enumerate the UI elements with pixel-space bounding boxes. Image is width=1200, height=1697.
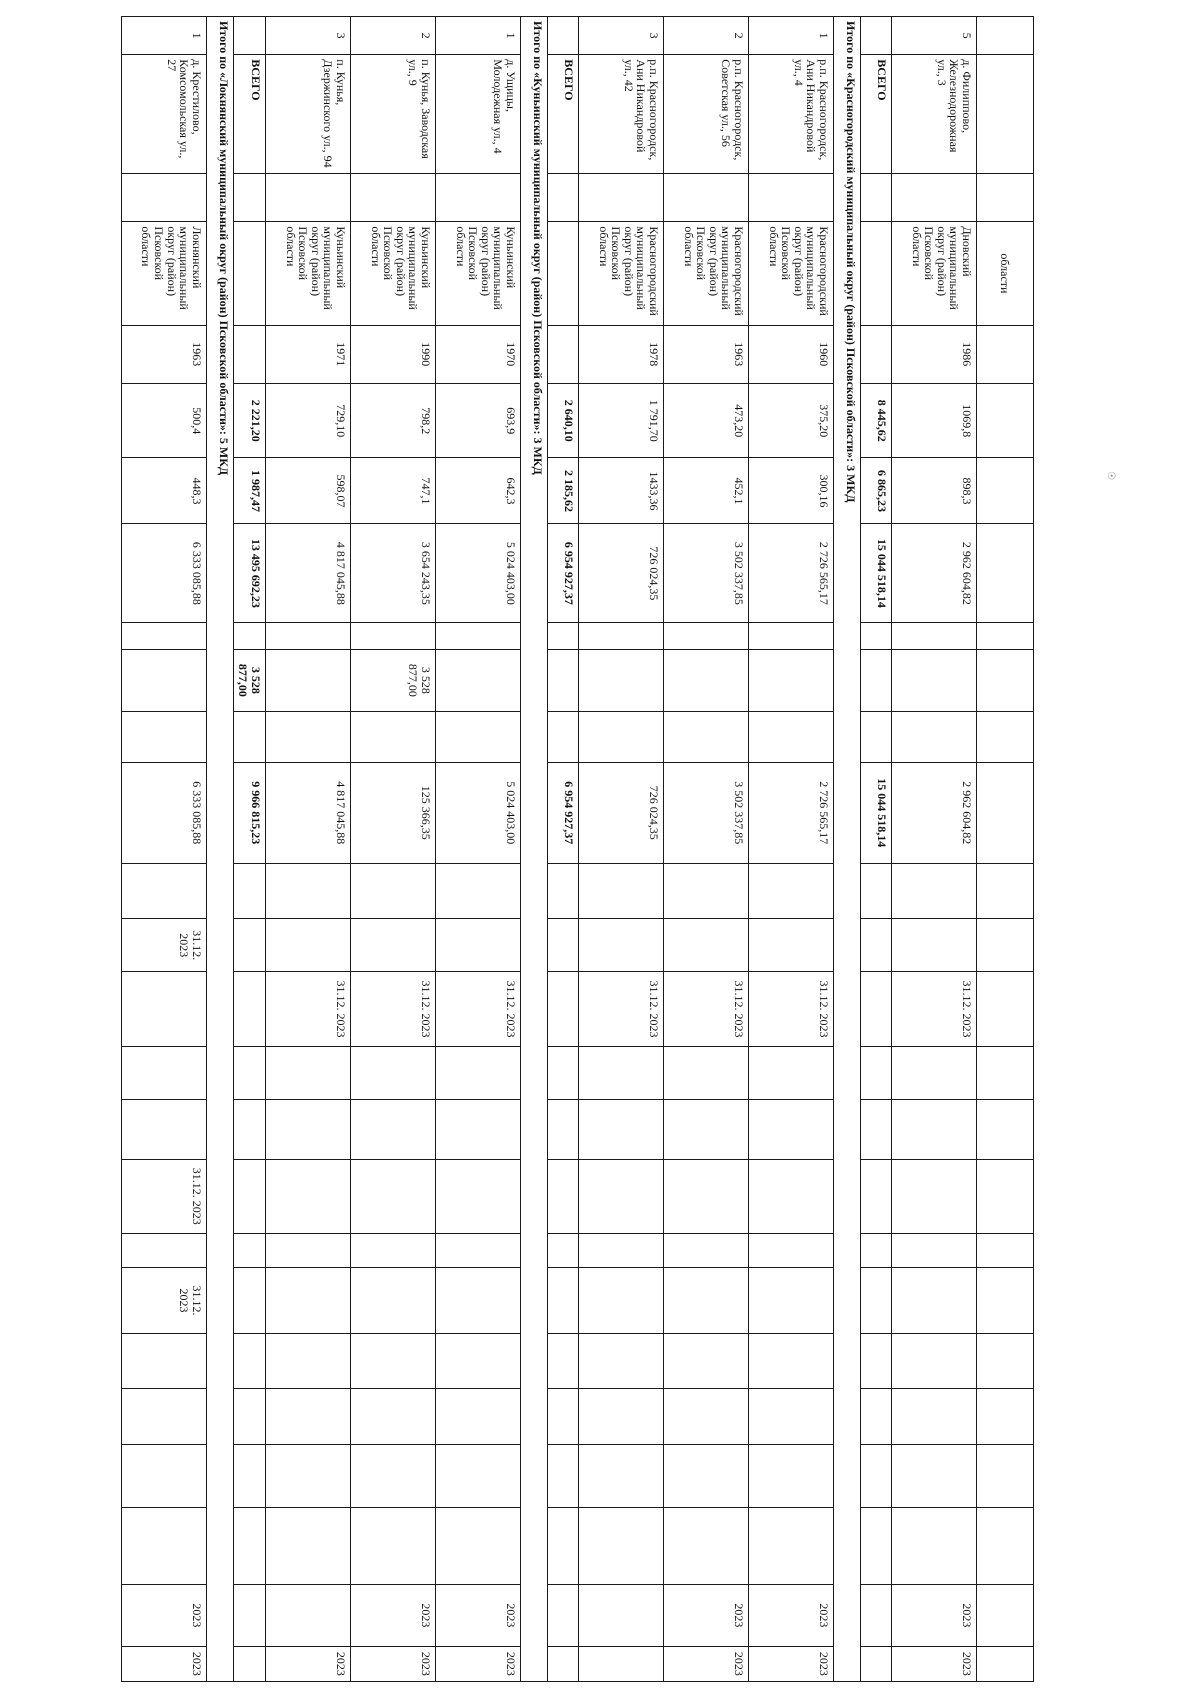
row-year-plan-1: 2023 bbox=[351, 1585, 436, 1647]
row-address: д. Крестилово, Комсомольская ул., 27 bbox=[121, 55, 206, 174]
row-number: 3 bbox=[579, 17, 664, 55]
row-municipality: Локнянский муниципальный округ (район) Псковской области bbox=[121, 222, 206, 325]
row-cost-fund: 2 962 604,82 bbox=[892, 762, 977, 863]
row-area-total: 500,4 bbox=[121, 384, 206, 458]
row-municipality: Красногородский муниципальный округ (район) Псковской области bbox=[579, 222, 664, 325]
total-cost-fund: 9 966 815,23 bbox=[233, 762, 265, 863]
total-label: ВСЕГО bbox=[548, 55, 579, 174]
row-area-total: 1069,8 bbox=[892, 384, 977, 458]
total-area-total: 2 640,10 bbox=[548, 384, 579, 458]
row-cost-fund: 125 366,35 bbox=[351, 762, 436, 863]
row-number: 2 bbox=[664, 17, 749, 55]
row-year: 1963 bbox=[121, 325, 206, 384]
row-year-plan-2: 2023 bbox=[266, 1646, 351, 1681]
row-year: 1971 bbox=[266, 325, 351, 384]
row-number: 1 bbox=[436, 17, 521, 55]
row-year: 1978 bbox=[579, 325, 664, 384]
row-cost-total: 3 502 337,85 bbox=[664, 524, 749, 623]
section-heading: Итого по «Куньинский муниципальный округ (район) Псковской области»: 3 МКД bbox=[521, 17, 548, 1682]
row-cost-total: 3 654 243,35 bbox=[351, 524, 436, 623]
row-area-living: 598,07 bbox=[266, 458, 351, 524]
row-cost-fund: 2 726 565,17 bbox=[749, 762, 834, 863]
section-heading: Итого по «Локнянский муниципальный округ (район) Псковской области»: 5 МКД bbox=[206, 17, 233, 1682]
row-date: 31.12. 2023 bbox=[749, 972, 834, 1046]
total-label: ВСЕГО bbox=[861, 55, 892, 174]
section-heading-row bbox=[206, 17, 233, 1682]
total-area-total: 8 445,62 bbox=[861, 384, 892, 458]
row-year: 1990 bbox=[351, 325, 436, 384]
row-municipality: Куньинский муниципальный округ (район) Псковской области bbox=[351, 222, 436, 325]
row-address: д. Ущицы, Молодежная ул., 4 bbox=[436, 55, 521, 174]
row-cost-subsidy: 3 528 877,00 bbox=[351, 649, 436, 711]
row-year-plan-1: 2023 bbox=[664, 1585, 749, 1647]
row-cost-fund: 726 024,35 bbox=[579, 762, 664, 863]
row-area-living: 1433,36 bbox=[579, 458, 664, 524]
row-number: 1 bbox=[121, 17, 206, 55]
section-heading-row bbox=[521, 17, 548, 1682]
table-row bbox=[579, 17, 664, 1682]
row-date: 31.12. 2023 bbox=[436, 972, 521, 1046]
row-cost-fund: 6 333 085,88 bbox=[121, 762, 206, 863]
row-cost-total: 5 024 403,00 bbox=[436, 524, 521, 623]
row-municipality: Куньинский муниципальный округ (район) Псковской области bbox=[266, 222, 351, 325]
section-heading: Итого по «Красногородский муниципальный округ (район) Псковской области»: 3 МКД bbox=[834, 17, 861, 1682]
row-year-plan-2: 2023 bbox=[664, 1646, 749, 1681]
row-cost-total: 726 024,35 bbox=[579, 524, 664, 623]
row-date: 31.12. 2023 bbox=[351, 972, 436, 1046]
row-year: 1986 bbox=[892, 325, 977, 384]
total-cost-fund: 15 044 518,14 bbox=[861, 762, 892, 863]
row-area-total: 729,10 bbox=[266, 384, 351, 458]
row-year-plan-2: 2023 bbox=[121, 1646, 206, 1681]
row-year-plan-1: 2023 bbox=[436, 1585, 521, 1647]
row-number: 1 bbox=[749, 17, 834, 55]
row-address: р.п. Красногородск, Советская ул., 56 bbox=[664, 55, 749, 174]
row-area-total: 1 791,70 bbox=[579, 384, 664, 458]
total-area-living: 6 865,23 bbox=[861, 458, 892, 524]
row-municipality: Дновский муниципальный округ (район) Псковской области bbox=[892, 222, 977, 325]
row-area-total: 693,9 bbox=[436, 384, 521, 458]
section-heading-row bbox=[834, 17, 861, 1682]
row-address: р.п. Красногородск, Ани Никандровой ул., 4 bbox=[749, 55, 834, 174]
table-row bbox=[266, 17, 351, 1682]
total-cost-total: 6 954 927,37 bbox=[548, 524, 579, 623]
row-municipality: Красногородский муниципальный округ (район) Псковской области bbox=[749, 222, 834, 325]
table-row bbox=[892, 17, 977, 1682]
table-row bbox=[436, 17, 521, 1682]
row-area-total: 798,2 bbox=[351, 384, 436, 458]
row-address: д. Филиппово, Железнодорожная ул., 3 bbox=[892, 55, 977, 174]
row-cost-total: 6 333 085,88 bbox=[121, 524, 206, 623]
row-year-plan-1: 2023 bbox=[892, 1585, 977, 1647]
row-year-plan-2: 2023 bbox=[436, 1646, 521, 1681]
row-area-living: 448,3 bbox=[121, 458, 206, 524]
row-number: 3 bbox=[266, 17, 351, 55]
row-cost-total: 2 962 604,82 bbox=[892, 524, 977, 623]
total-cost-fund: 6 954 927,37 bbox=[548, 762, 579, 863]
row-address: п. Кунья, Заводская ул., 9 bbox=[351, 55, 436, 174]
row-date: 31.12. 2023 bbox=[892, 972, 977, 1046]
rotated-page bbox=[108, 16, 1034, 1682]
row-number: 5 bbox=[892, 17, 977, 55]
row-year-plan-2: 2023 bbox=[351, 1646, 436, 1681]
row-year-plan-1: 2023 bbox=[749, 1585, 834, 1647]
row-date: 31.12. 2023 bbox=[121, 1159, 206, 1233]
row-cost-total: 4 817 045,88 bbox=[266, 524, 351, 623]
row-cost-fund: 4 817 045,88 bbox=[266, 762, 351, 863]
row-area-living: 642,3 bbox=[436, 458, 521, 524]
total-row bbox=[861, 17, 892, 1682]
row-date: 31.12. 2023 bbox=[266, 972, 351, 1046]
total-row bbox=[233, 17, 265, 1682]
row-municipality: Красногородский муниципальный округ (район) Псковской области bbox=[664, 222, 749, 325]
row-year: 1970 bbox=[436, 325, 521, 384]
total-cost-total: 13 495 692,23 bbox=[233, 524, 265, 623]
row-area-total: 473,20 bbox=[664, 384, 749, 458]
row-area-living: 452,1 bbox=[664, 458, 749, 524]
total-area-total: 2 221,20 bbox=[233, 384, 265, 458]
row-area-total: 375,20 bbox=[749, 384, 834, 458]
top-row-cell: области bbox=[977, 222, 1034, 325]
row-year-plan-2: 2023 bbox=[892, 1646, 977, 1681]
row-cost-fund: 3 502 337,85 bbox=[664, 762, 749, 863]
row-area-living: 300,16 bbox=[749, 458, 834, 524]
row-cost-fund: 5 024 403,00 bbox=[436, 762, 521, 863]
row-year: 1963 bbox=[664, 325, 749, 384]
row-date: 31.12. 2023 bbox=[121, 1268, 206, 1334]
row-date: 31.12. 2023 bbox=[579, 972, 664, 1046]
table-row bbox=[121, 17, 206, 1682]
row-year-plan-1: 2023 bbox=[121, 1585, 206, 1647]
total-area-living: 1 987,47 bbox=[233, 458, 265, 524]
total-cost-subsidy: 3 528 877,00 bbox=[233, 649, 265, 711]
row-cost-total: 2 726 565,17 bbox=[749, 524, 834, 623]
table-row bbox=[664, 17, 749, 1682]
row-address: р.п. Красногородск, Ани Никандровой ул., 42 bbox=[579, 55, 664, 174]
row-address: п. Кунья, Дзержинского ул., 94 bbox=[266, 55, 351, 174]
scan-mark: ☉ bbox=[1104, 471, 1116, 480]
total-cost-total: 15 044 518,14 bbox=[861, 524, 892, 623]
table-top-row bbox=[977, 17, 1034, 1682]
row-area-living: 747,1 bbox=[351, 458, 436, 524]
row-year: 1960 bbox=[749, 325, 834, 384]
row-number: 2 bbox=[351, 17, 436, 55]
row-municipality: Куньинский муниципальный округ (район) Псковской области bbox=[436, 222, 521, 325]
row-date: 31.12. 2023 bbox=[664, 972, 749, 1046]
repair-register-table bbox=[121, 16, 1034, 1682]
row-area-living: 898,3 bbox=[892, 458, 977, 524]
row-year-plan-2: 2023 bbox=[749, 1646, 834, 1681]
row-date: 31.12. 2023 bbox=[121, 919, 206, 972]
total-area-living: 2 185,62 bbox=[548, 458, 579, 524]
total-label: ВСЕГО bbox=[233, 55, 265, 174]
total-row bbox=[548, 17, 579, 1682]
table-row bbox=[749, 17, 834, 1682]
table-row bbox=[351, 17, 436, 1682]
